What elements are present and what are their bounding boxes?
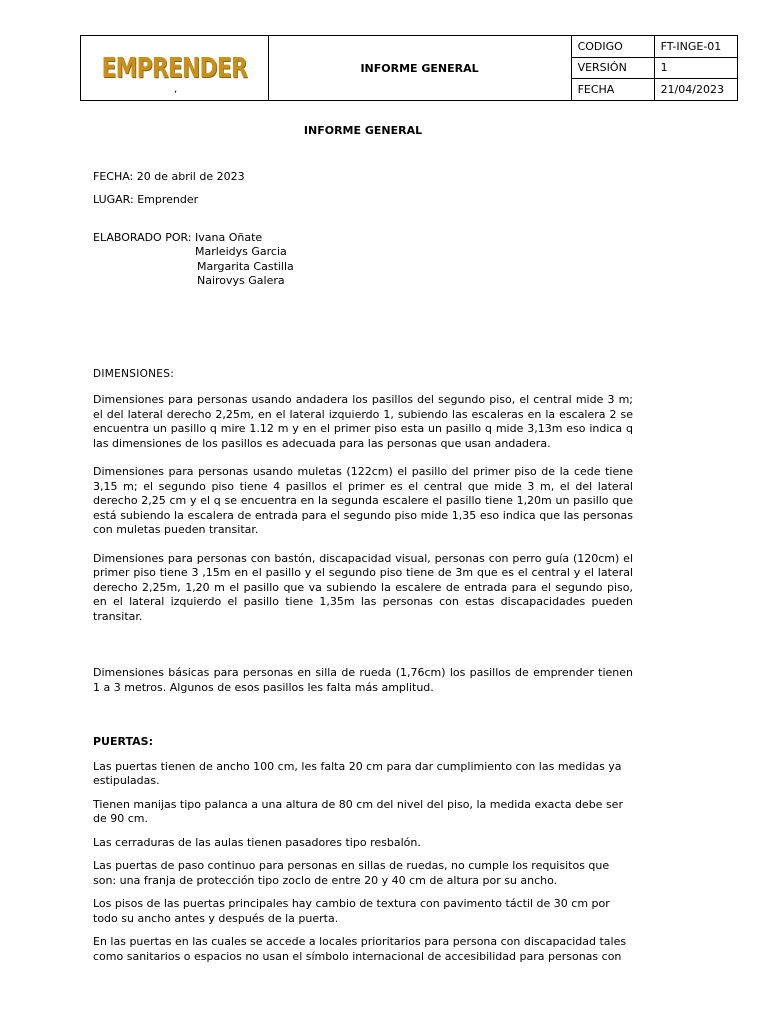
document-title: INFORME GENERAL	[303, 124, 423, 137]
report-place: LUGAR: Emprender	[93, 193, 199, 206]
paragraph: Las puertas de paso continuo para personas en sillas de ruedas, no cumple los requisitos que son: una franja de protección tipo zoclo de entre 20 y 40 cm de altura por su ancho.	[93, 859, 610, 887]
meta-value-fecha: 21/04/2023	[654, 79, 737, 101]
authors-label: ELABORADO POR:	[93, 230, 192, 244]
document-body	[93, 124, 633, 973]
meta-label-codigo: CODIGO	[571, 36, 654, 58]
paragraph: Las puertas tienen de ancho 100 cm, les falta 20 cm para dar cumplimiento con las medidas ya estipuladas.	[93, 759, 622, 787]
paragraph: Dimensiones para personas con bastón, discapacidad visual, personas con perro guía (120cm) el primer piso tiene 3 ,15m en el pasillo y el segundo piso tiene de 3m que es el central y el lateral derecho 2,25m, 1,20 m el pasillo que va subiendo la escalere de entrada para el segundo piso, en el lateral izquierdo el pasillo tiene 1,35m las personas con estas discapacidades pueden transitar.	[93, 551, 633, 623]
document-header-table	[80, 35, 738, 101]
author-name: Marleidys Garcia	[195, 245, 287, 258]
puertas-heading: PUERTAS:	[93, 735, 153, 748]
meta-label-version: VERSIÓN	[571, 57, 654, 79]
paragraph: Dimensiones básicas para personas en silla de rueda (1,76cm) los pasillos de emprender tienen 1 a 3 metros. Algunos de esos pasillos les falta más amplitud.	[93, 666, 633, 694]
meta-value-codigo: FT-INGE-01	[654, 36, 737, 58]
paragraph: Tienen manijas tipo palanca a una altura de 80 cm del nivel del piso, la medida exacta debe ser de 90 cm.	[93, 797, 623, 825]
paragraph: Los pisos de las puertas principales hay cambio de textura con pavimento táctil de 30 cm por todo su ancho antes y después de la puerta.	[93, 897, 610, 925]
logo-mark: ,	[174, 84, 178, 95]
author-name: Margarita Castilla	[197, 259, 294, 273]
authors-block	[93, 231, 633, 289]
author-name: Ivana Oñate	[195, 230, 263, 244]
header-title: INFORME GENERAL	[268, 36, 571, 101]
meta-value-version: 1	[654, 57, 737, 79]
report-date: FECHA: 20 de abril de 2023	[93, 169, 245, 183]
emprender-logo: EMPRENDER	[101, 51, 248, 84]
paragraph: Dimensiones para personas usando muletas (122cm) el pasillo del primer piso de la cede tiene 3,15 m; el segundo piso tiene 4 pasillos el primer es el central que mide 3 m, el del lateral derecho 2,25 cm y el q se encuentra en la segunda escalere el pasillo tiene 1,20m un pasillo que está subiendo la escalera de entrada para el segundo piso mide 1,35 eso indica que las personas con muletas pueden transitar.	[93, 465, 633, 536]
paragraph: Las cerraduras de las aulas tienen pasadores tipo resbalón.	[93, 835, 421, 849]
author-name: Nairovys Galera	[197, 274, 285, 287]
paragraph: En las puertas en las cuales se accede a locales prioritarios para persona con discapacidad tales como sanitarios o espacios no usan el símbolo internacional de accesibilidad para personas con	[93, 935, 627, 963]
paragraph: Dimensiones para personas usando andadera los pasillos del segundo piso, el central mide 3 m; el del lateral derecho 2,25m, en el lateral izquierdo 1, subiendo las escaleras en la escalera 2 se encuentra un pasillo q mire 1.12 m y en el primer piso esta un pasillo q mide 3,13m eso indica q las dimensiones de los pasillos es adecuada para las personas que usan andadera.	[93, 393, 633, 450]
dimensiones-heading: DIMENSIONES:	[93, 367, 175, 380]
meta-label-fecha: FECHA	[571, 79, 654, 101]
